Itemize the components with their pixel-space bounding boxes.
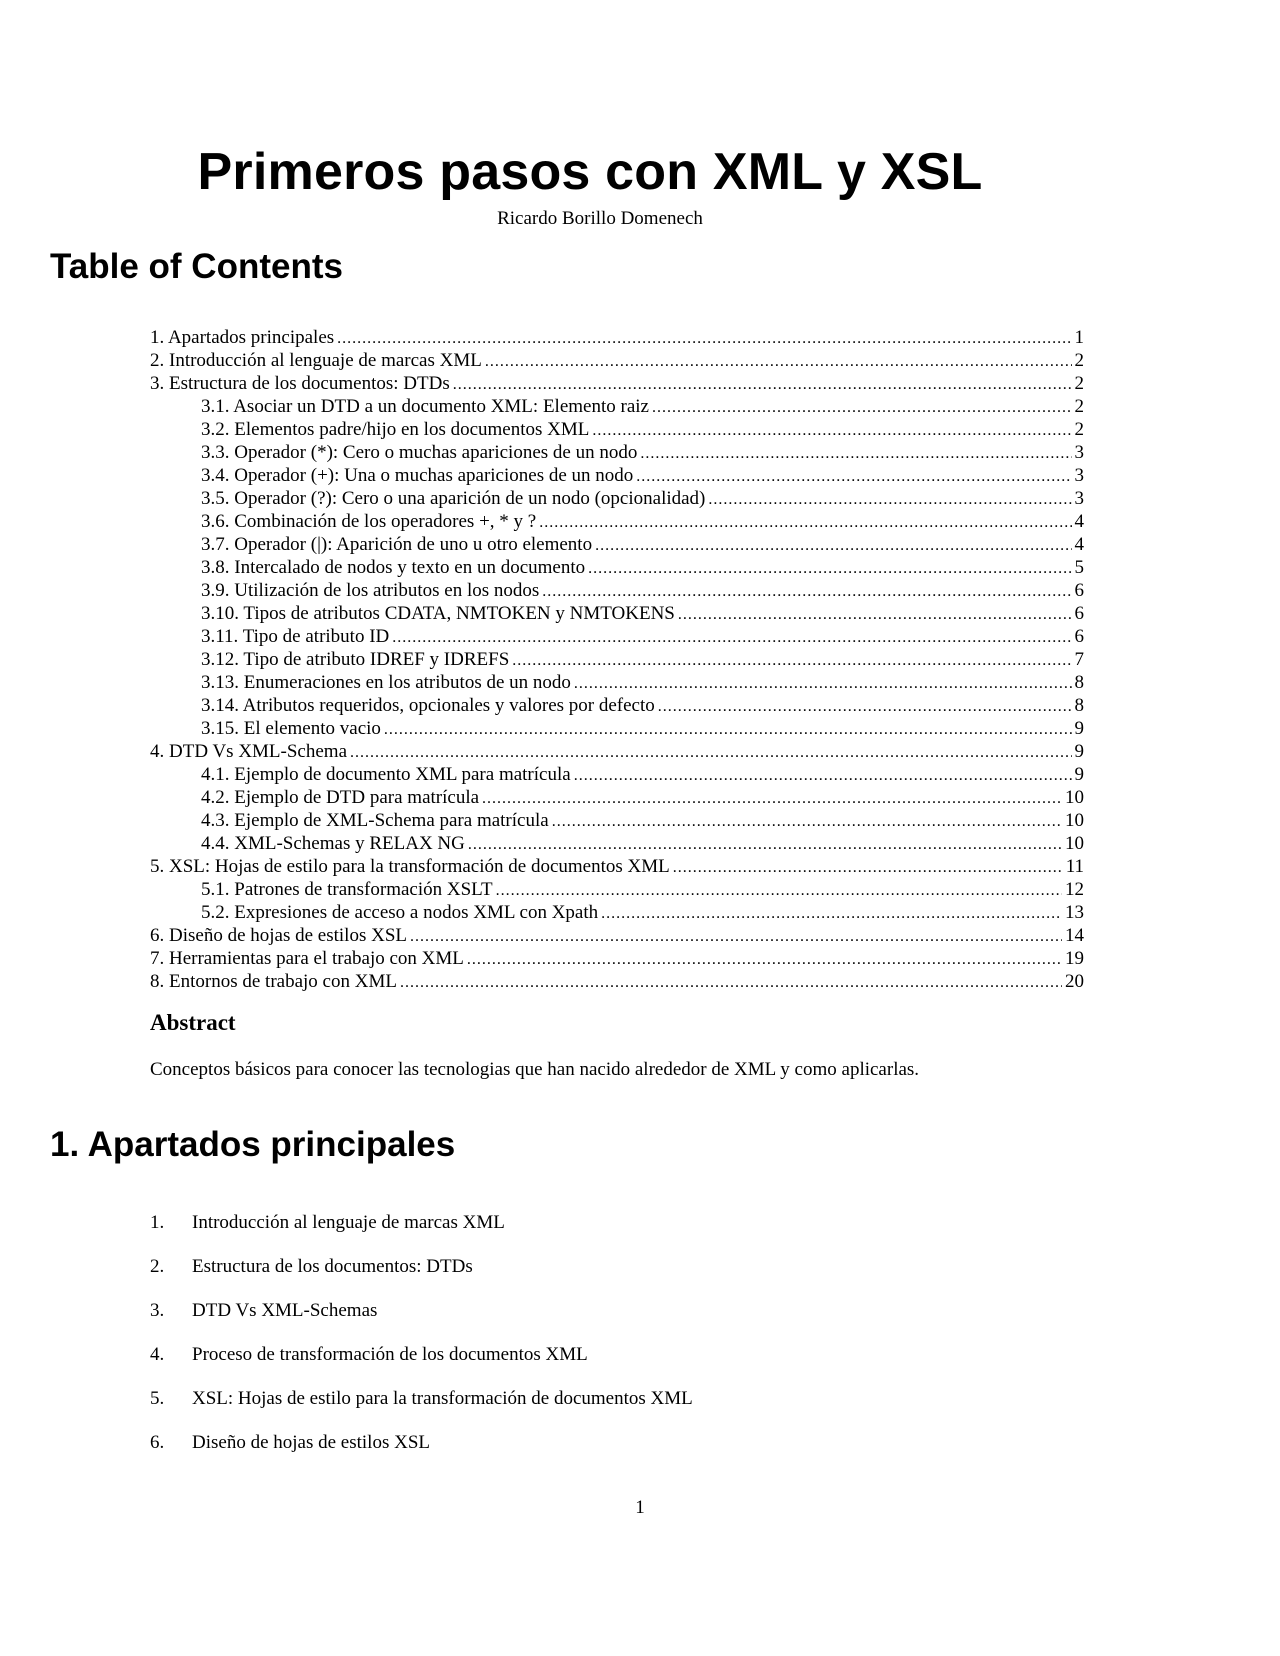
toc-entry[interactable]: [150, 947, 1084, 970]
toc-dot-leader: [453, 373, 1072, 395]
list-item-text: Introducción al lenguaje de marcas XML: [192, 1212, 505, 1233]
toc-entry-page: 2: [1074, 396, 1084, 417]
page-number: 1: [635, 1497, 645, 1518]
toc-entry-title: 5. XSL: Hojas de estilo para la transformación de documentos XML: [150, 856, 670, 877]
toc-dot-leader: [552, 810, 1062, 832]
toc-entry-title: 3.3. Operador (*): Cero o muchas apariciones de un nodo: [201, 442, 638, 463]
toc-entry-page: 14: [1065, 925, 1084, 946]
toc-entry[interactable]: [150, 533, 1084, 556]
toc-entry[interactable]: [150, 602, 1084, 625]
toc-dot-leader: [592, 419, 1071, 441]
toc-entry[interactable]: [150, 924, 1084, 947]
list-item-text: Estructura de los documentos: DTDs: [192, 1256, 473, 1277]
toc-entry-page: 2: [1074, 419, 1084, 440]
toc-dot-leader: [652, 396, 1072, 418]
section-1-list: [150, 1212, 693, 1476]
toc-entry[interactable]: [150, 694, 1084, 717]
toc-dot-leader: [588, 557, 1071, 579]
toc-entry-title: 3.5. Operador (?): Cero o una aparición de un nodo (opcionalidad): [201, 488, 706, 509]
toc-dot-leader: [468, 833, 1062, 855]
toc-dot-leader: [350, 741, 1071, 763]
toc-entry-page: 3: [1074, 465, 1084, 486]
toc-entry-title: 4.1. Ejemplo de documento XML para matrícula: [201, 764, 571, 785]
toc-entry[interactable]: [150, 855, 1084, 878]
toc-entry-page: 8: [1074, 695, 1084, 716]
toc-entry-page: 11: [1065, 856, 1084, 877]
toc-dot-leader: [678, 603, 1072, 625]
toc-dot-leader: [410, 925, 1062, 947]
toc-entry-title: 4.4. XML-Schemas y RELAX NG: [201, 833, 465, 854]
toc-entry-page: 4: [1074, 534, 1084, 555]
list-item-number: 3.: [150, 1300, 165, 1321]
toc-entry[interactable]: [150, 510, 1084, 533]
toc-entry-title: 3.14. Atributos requeridos, opcionales y valores por defecto: [201, 695, 655, 716]
toc-entry-page: 6: [1074, 603, 1084, 624]
toc-entry-title: 3.15. El elemento vacio: [201, 718, 381, 739]
toc-dot-leader: [574, 672, 1072, 694]
list-item: [150, 1432, 693, 1476]
toc-entry-page: 9: [1074, 764, 1084, 785]
toc-entry-title: 2. Introducción al lenguaje de marcas XML: [150, 350, 482, 371]
toc-dot-leader: [482, 787, 1062, 809]
toc-entry[interactable]: [150, 395, 1084, 418]
list-item-number: 5.: [150, 1388, 165, 1409]
toc-entry[interactable]: [150, 326, 1084, 349]
toc-dot-leader: [595, 534, 1071, 556]
toc-entry-title: 3. Estructura de los documentos: DTDs: [150, 373, 450, 394]
list-item: [150, 1256, 693, 1300]
toc-entry-title: 3.12. Tipo de atributo IDREF y IDREFS: [201, 649, 510, 670]
toc-entry[interactable]: [150, 464, 1084, 487]
toc-dot-leader: [658, 695, 1072, 717]
toc-dot-leader: [384, 718, 1072, 740]
table-of-contents: [150, 326, 1084, 993]
toc-entry-page: 1: [1074, 327, 1084, 348]
toc-entry[interactable]: [150, 786, 1084, 809]
toc-entry-page: 8: [1074, 672, 1084, 693]
toc-entry[interactable]: [150, 487, 1084, 510]
list-item-number: 4.: [150, 1344, 165, 1365]
toc-dot-leader: [467, 948, 1062, 970]
toc-entry-page: 12: [1065, 879, 1084, 900]
toc-entry-page: 9: [1074, 718, 1084, 739]
toc-dot-leader: [636, 465, 1071, 487]
toc-entry[interactable]: [150, 809, 1084, 832]
toc-entry[interactable]: [150, 717, 1084, 740]
toc-entry-title: 3.10. Tipos de atributos CDATA, NMTOKEN y NMTOKENS: [201, 603, 675, 624]
toc-entry-title: 4. DTD Vs XML-Schema: [150, 741, 348, 762]
document-title: Primeros pasos con XML y XSL: [197, 143, 983, 201]
section-1-heading: 1. Apartados principales: [50, 1125, 456, 1164]
toc-entry-page: 9: [1074, 741, 1084, 762]
toc-entry-page: 5: [1074, 557, 1084, 578]
toc-entry[interactable]: [150, 579, 1084, 602]
abstract-text: Conceptos básicos para conocer las tecnologias que han nacido alrededor de XML y como aplicarlas.: [150, 1059, 920, 1080]
toc-entry-title: 3.4. Operador (+): Una o muchas apariciones de un nodo: [201, 465, 634, 486]
toc-entry[interactable]: [150, 372, 1084, 395]
toc-entry-title: 3.2. Elementos padre/hijo en los documentos XML: [201, 419, 590, 440]
toc-entry-page: 3: [1074, 488, 1084, 509]
toc-entry-page: 13: [1065, 902, 1084, 923]
toc-entry-page: 7: [1074, 649, 1084, 670]
toc-entry[interactable]: [150, 763, 1084, 786]
toc-entry[interactable]: [150, 901, 1084, 924]
toc-entry[interactable]: [150, 832, 1084, 855]
toc-dot-leader: [574, 764, 1072, 786]
toc-entry-title: 8. Entornos de trabajo con XML: [150, 971, 397, 992]
toc-dot-leader: [673, 856, 1063, 878]
toc-dot-leader: [400, 971, 1062, 993]
toc-entry-title: 3.1. Asociar un DTD a un documento XML: Elemento raiz: [201, 396, 649, 417]
toc-entry-page: 10: [1065, 810, 1084, 831]
toc-dot-leader: [392, 626, 1071, 648]
toc-entry[interactable]: [150, 671, 1084, 694]
toc-entry-page: 6: [1074, 626, 1084, 647]
toc-entry-page: 19: [1065, 948, 1084, 969]
list-item-text: Diseño de hojas de estilos XSL: [192, 1432, 431, 1453]
toc-entry-title: 3.8. Intercalado de nodos y texto en un documento: [201, 557, 586, 578]
list-item: [150, 1300, 693, 1344]
toc-entry[interactable]: [150, 418, 1084, 441]
toc-entry-page: 4: [1074, 511, 1084, 532]
toc-entry-title: 1. Apartados principales: [150, 327, 335, 348]
toc-entry-page: 3: [1074, 442, 1084, 463]
toc-entry-title: 3.13. Enumeraciones en los atributos de un nodo: [201, 672, 571, 693]
toc-entry[interactable]: [150, 625, 1084, 648]
list-item-text: XSL: Hojas de estilo para la transformación de documentos XML: [192, 1388, 693, 1409]
toc-entry-title: 4.3. Ejemplo de XML-Schema para matrícula: [201, 810, 549, 831]
toc-entry-title: 3.6. Combinación de los operadores +, * y ?: [201, 511, 537, 532]
list-item: [150, 1344, 693, 1388]
toc-dot-leader: [640, 442, 1071, 464]
toc-entry-title: 3.7. Operador (|): Aparición de uno u otro elemento: [201, 534, 593, 555]
toc-entry-title: 4.2. Ejemplo de DTD para matrícula: [201, 787, 480, 808]
toc-entry-page: 2: [1074, 350, 1084, 371]
list-item-number: 1.: [150, 1212, 165, 1233]
toc-entry[interactable]: [150, 878, 1084, 901]
list-item-number: 2.: [150, 1256, 165, 1277]
toc-entry[interactable]: [150, 441, 1084, 464]
toc-entry-page: 6: [1074, 580, 1084, 601]
toc-entry-page: 10: [1065, 833, 1084, 854]
toc-entry[interactable]: [150, 740, 1084, 763]
toc-dot-leader: [485, 350, 1072, 372]
toc-dot-leader: [542, 580, 1071, 602]
toc-dot-leader: [601, 902, 1062, 924]
toc-entry[interactable]: [150, 970, 1084, 993]
list-item: [150, 1212, 693, 1256]
list-item-number: 6.: [150, 1432, 165, 1453]
toc-entry[interactable]: [150, 556, 1084, 579]
toc-entry-page: 20: [1065, 971, 1084, 992]
toc-entry-title: 6. Diseño de hojas de estilos XSL: [150, 925, 408, 946]
toc-entry-title: 3.11. Tipo de atributo ID: [201, 626, 390, 647]
toc-entry[interactable]: [150, 349, 1084, 372]
list-item-text: DTD Vs XML-Schemas: [192, 1300, 378, 1321]
toc-entry-title: 7. Herramientas para el trabajo con XML: [150, 948, 464, 969]
toc-entry-title: 5.1. Patrones de transformación XSLT: [201, 879, 493, 900]
toc-entry-page: 2: [1074, 373, 1084, 394]
list-item: [150, 1388, 693, 1432]
author-name: Ricardo Borillo Domenech: [497, 208, 703, 229]
toc-heading: Table of Contents: [50, 247, 343, 286]
toc-dot-leader: [496, 879, 1062, 901]
toc-entry[interactable]: [150, 648, 1084, 671]
list-item-text: Proceso de transformación de los documentos XML: [192, 1344, 588, 1365]
toc-entry-title: 3.9. Utilización de los atributos en los nodos: [201, 580, 540, 601]
abstract-heading: Abstract: [150, 1010, 236, 1035]
toc-dot-leader: [708, 488, 1071, 510]
toc-dot-leader: [512, 649, 1071, 671]
toc-entry-page: 10: [1065, 787, 1084, 808]
toc-dot-leader: [539, 511, 1071, 533]
toc-dot-leader: [337, 327, 1071, 349]
toc-entry-title: 5.2. Expresiones de acceso a nodos XML con Xpath: [201, 902, 599, 923]
